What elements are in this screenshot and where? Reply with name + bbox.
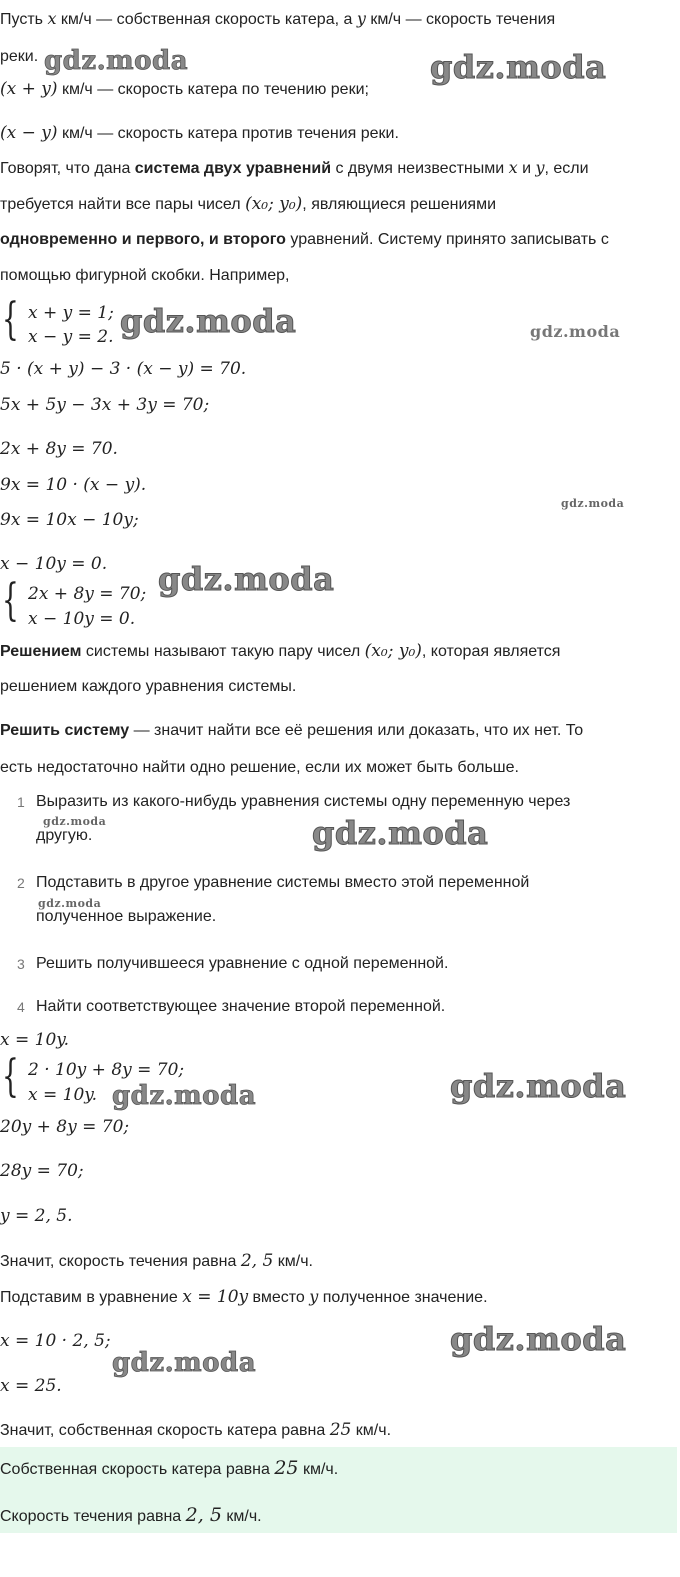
watermark: gdz.moda <box>112 1081 257 1111</box>
watermark: gdz.moda <box>530 322 621 341</box>
text-line: есть недостаточно найти одно решение, если их может быть больше. <box>0 759 519 776</box>
system-row: 2x + 8y = 70; <box>28 584 147 604</box>
watermark: gdz.moda <box>112 1348 257 1378</box>
text-line: реки. <box>0 48 39 65</box>
equation: 9x = 10x − 10y; <box>0 510 139 530</box>
brace-icon: { <box>2 1051 19 1102</box>
system-row: x = 10y. <box>28 1085 98 1105</box>
text-line: Решить систему — значит найти все её решения или доказать, что их нет. То <box>0 722 584 739</box>
equation: 9x = 10 · (x − y). <box>0 475 147 495</box>
brace-icon: { <box>2 575 19 626</box>
text-line: помощью фигурной скобки. Например, <box>0 267 290 284</box>
answer-line: Скорость течения равна 2, 5 км/ч. <box>0 1504 262 1526</box>
equation: x = 25. <box>0 1376 62 1396</box>
text-line: (x + y) км/ч — скорость катера по течению реки; <box>0 79 369 99</box>
equation: x − 10y = 0. <box>0 554 108 574</box>
equation: x = 10y. <box>0 1030 70 1050</box>
text-line: Значит, собственная скорость катера равна 25 км/ч. <box>0 1420 392 1440</box>
equation: 28y = 70; <box>0 1161 84 1181</box>
equation: 20y + 8y = 70; <box>0 1117 130 1137</box>
text-line: решением каждого уравнения системы. <box>0 678 297 695</box>
equation: 5 · (x + y) − 3 · (x − y) = 70. <box>0 359 247 379</box>
watermark: gdz.moda <box>561 497 625 510</box>
text-line: Говорят, что дана система двух уравнений с двумя неизвестными x и y, если <box>0 158 589 177</box>
text-line: Пусть x км/ч — собственная скорость катера, а y км/ч — скорость течения <box>0 9 556 28</box>
answer-box <box>0 1447 677 1533</box>
watermark: gdz.moda <box>38 897 102 910</box>
equation: 2x + 8y = 70. <box>0 439 118 459</box>
system-row: 2 · 10y + 8y = 70; <box>28 1060 185 1080</box>
system-row: x − 10y = 0. <box>28 609 136 629</box>
equation: x = 10 · 2, 5; <box>0 1331 111 1351</box>
text-line: (x − y) км/ч — скорость катера против течения реки. <box>0 123 399 143</box>
watermark: gdz.moda <box>430 48 607 86</box>
text-line: Значит, скорость течения равна 2, 5 км/ч. <box>0 1251 313 1271</box>
text-line: Решением системы называют такую пару чисел (x₀; y₀), которая является <box>0 641 561 661</box>
equation: 5x + 5y − 3x + 3y = 70; <box>0 395 210 415</box>
watermark: gdz.moda <box>450 1320 627 1358</box>
brace-icon: { <box>2 294 19 345</box>
watermark: gdz.moda <box>44 46 189 76</box>
equation: y = 2, 5. <box>0 1206 73 1226</box>
text-line: Подставим в уравнение x = 10y вместо y полученное значение. <box>0 1287 488 1307</box>
watermark: gdz.moda <box>158 560 335 598</box>
text-line: одновременно и первого, и второго уравнений. Систему принято записывать с <box>0 231 609 248</box>
watermark: gdz.moda <box>312 814 489 852</box>
watermark: gdz.moda <box>120 302 297 340</box>
watermark: gdz.moda <box>450 1067 627 1105</box>
text-line: требуется найти все пары чисел (x₀; y₀), являющиеся решениями <box>0 194 496 214</box>
system-row: x + y = 1; <box>28 303 114 323</box>
system-row: x − y = 2. <box>28 327 114 347</box>
answer-line: Собственная скорость катера равна 25 км/ч. <box>0 1457 339 1479</box>
watermark: gdz.moda <box>43 815 107 828</box>
